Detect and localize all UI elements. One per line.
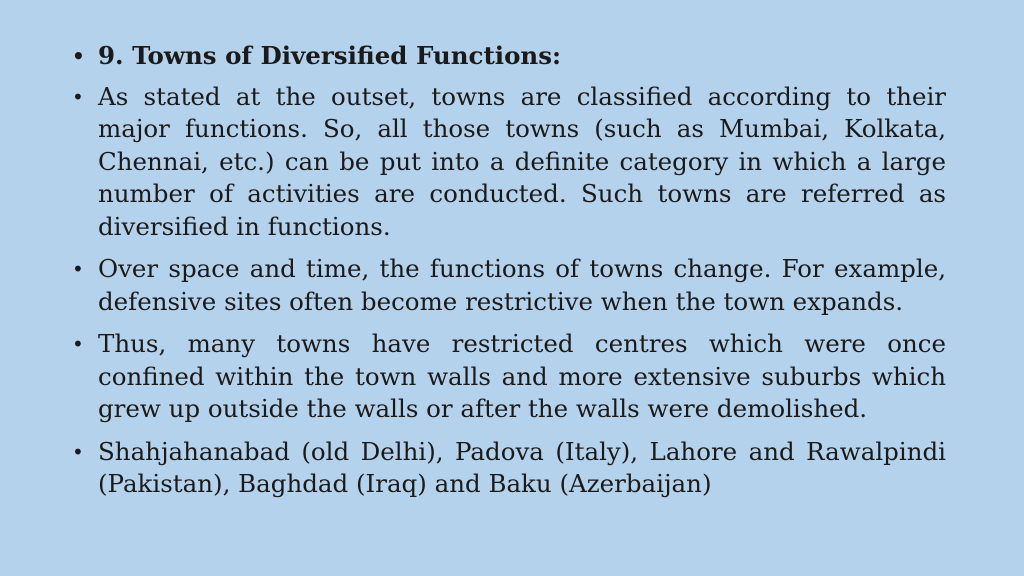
bullet-item — [72, 436, 946, 501]
bullet-text: Shahjahanabad (old Delhi), Padova (Italy), Lahore and Rawalpindi (Pakistan), Baghdad (Iraq) and Baku (Azerbaijan) — [98, 436, 946, 498]
bullet-text: Over space and time, the functions of towns change. For example, defensive sites often become restrictive when the town expands. — [98, 254, 946, 316]
bullet-marker: • — [72, 257, 84, 281]
bullet-item — [72, 253, 946, 318]
bullet-text: As stated at the outset, towns are classified according to their major functions. So, all those towns (such as Mumbai, Kolkata, Chennai, etc.) can be put into a definite category in which a large number of activities are conducted. Such towns are referred as diversified in functions. — [98, 81, 946, 241]
slide-heading-item — [72, 40, 946, 73]
bullet-item — [72, 328, 946, 426]
bullet-marker: • — [72, 44, 85, 68]
bullet-text: Thus, many towns have restricted centres which were once confined within the town walls and more extensive suburbs which grew up outside the walls or after the walls were demolished. — [98, 329, 946, 423]
bullet-marker: • — [72, 439, 84, 464]
bullet-marker: • — [72, 332, 84, 356]
bullet-marker: • — [72, 84, 84, 109]
slide-content — [72, 40, 946, 501]
bullet-item — [72, 81, 946, 244]
slide-heading: 9. Towns of Diversified Functions: — [98, 41, 562, 70]
